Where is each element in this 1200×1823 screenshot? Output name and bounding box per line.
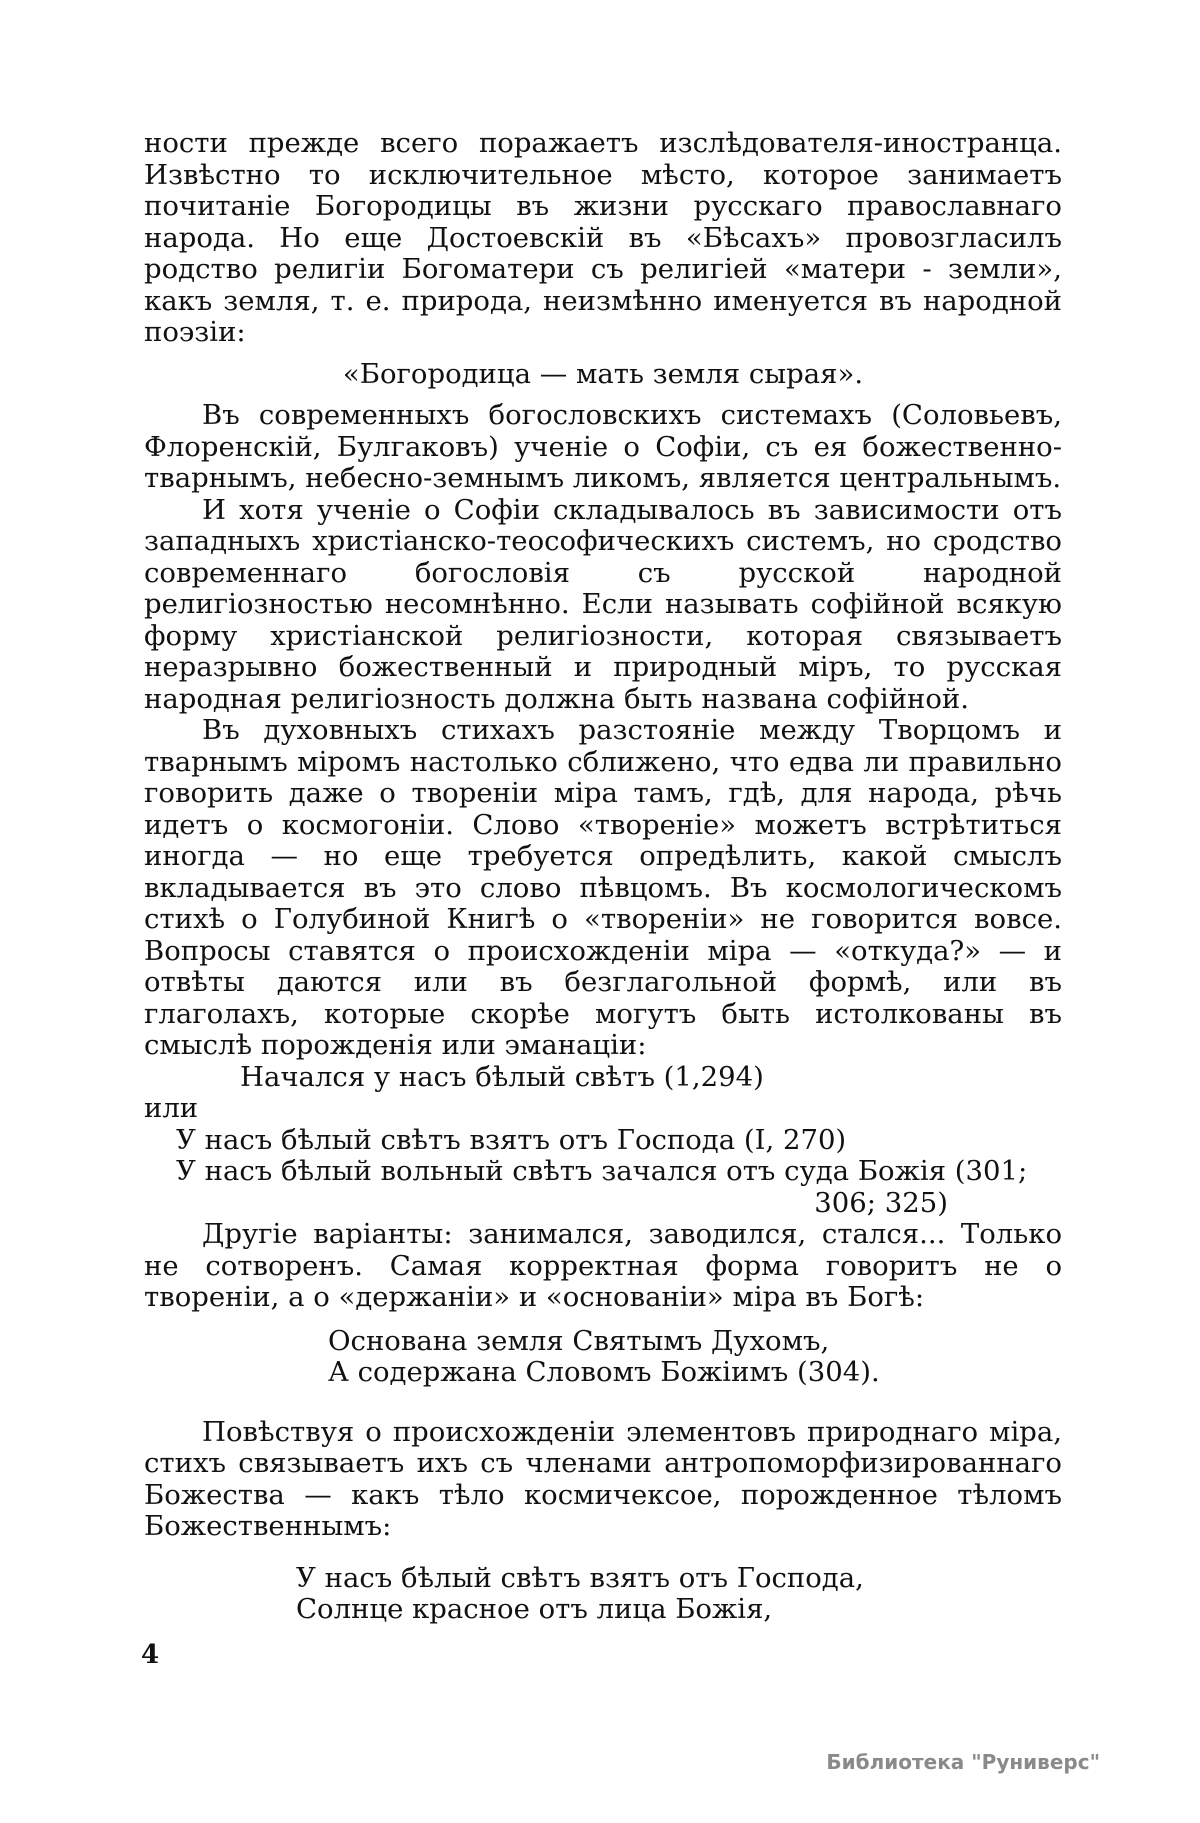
- connector-word: или: [144, 1092, 199, 1124]
- verse-line: А содержана Словомъ Божіимъ (304).: [328, 1356, 880, 1388]
- verse-line: Основана земля Святымъ Духомъ,: [328, 1324, 830, 1357]
- verse-line: «Богородица — мать земля сырая».: [342, 357, 864, 390]
- verse-line: У насъ бѣлый свѣтъ взятъ отъ Господа,: [296, 1561, 864, 1594]
- verse-line: Солнце красное отъ лица Божія,: [296, 1593, 773, 1625]
- verse-block-origin: [144, 1062, 1062, 1220]
- paragraph-variants: Другіе варіанты: занимался, заводился, стался... Только не сотворенъ. Самая корректная форма говоритъ не о твореніи, а о «держаніи» и «основаніи» міра въ Богѣ:: [144, 1218, 1062, 1313]
- paragraph-theology-systems: Въ современныхъ богословскихъ системахъ (Соловьевъ, Флоренскій, Булгаковъ) ученіе о Софіи, съ ея божественно-тварнымъ, небесно-земнымъ ликомъ, является центральнымъ.: [144, 399, 1062, 494]
- page-number: 4: [141, 1640, 160, 1670]
- verse-line-continuation: 306; 325): [814, 1186, 948, 1219]
- paragraph-intro: ности прежде всего поражаетъ изслѣдователя-иностранца. Извѣстно то исключительное мѣсто, которое занимаетъ почитаніе Богородицы въ жизни русскаго православнаго народа. Но еще Достоевскій въ «Бѣсахъ» провозгласилъ родство религіи Богоматери съ религіей «матери - земли», какъ земля, т. е. природа, неизмѣнно именуется въ народной поэзіи:: [144, 127, 1062, 348]
- verse-quote-mother-earth: [144, 359, 1062, 391]
- verse-line: Начался у насъ бѣлый свѣтъ (1,294): [240, 1060, 764, 1093]
- verse-line: У насъ бѣлый свѣтъ взятъ отъ Господа (I, 270): [176, 1123, 847, 1156]
- page-body: [144, 128, 1062, 1626]
- paragraph-elements: Повѣствуя о происхожденіи элементовъ природнаго міра, стихъ связываетъ ихъ съ членами антропоморфизированнаго Божества — какъ тѣло космичексое, порожденное тѣломъ Божественнымъ:: [144, 1415, 1062, 1542]
- verse-line: У насъ бѣлый вольный свѣтъ зачался отъ суда Божія (301;: [176, 1155, 1028, 1187]
- paragraph-sophia-teaching: И хотя ученіе о Софіи складывалось въ зависимости отъ западныхъ христіанско-теософическихъ системъ, но сродство современнаго богословія съ русской народной религіозностью несомнѣнно. Если называть софійной всякую форму христіанской религіозности, которая связываетъ неразрывно божественный и природный міръ, то русская народная религіозность должна быть названа софійной.: [144, 493, 1062, 715]
- paragraph-spiritual-verses: Въ духовныхъ стихахъ разстояніе между Творцомъ и тварнымъ міромъ настолько сближено, что едва ли правильно говорить даже о твореніи міра тамъ, гдѣ, для народа, рѣчь идетъ о космогоніи. Слово «твореніе» можетъ встрѣтиться иногда — но еще требуется опредѣлить, какой смыслъ вкладывается въ это слово пѣвцомъ. Въ космологическомъ стихѣ о Голубиной Книгѣ о «твореніи» не говорится вовсе. Вопросы ставятся о происхожденіи міра — «откуда?» — и отвѣты даются или въ безглагольной формѣ, или въ глаголахъ, которые скорѣе могутъ быть истолкованы въ смыслѣ порожденія или эманаціи:: [144, 714, 1062, 1061]
- verse-block-foundation: [144, 1326, 1062, 1389]
- library-watermark: Библиотека "Руниверс": [826, 1750, 1100, 1774]
- verse-block-light: [144, 1563, 1062, 1626]
